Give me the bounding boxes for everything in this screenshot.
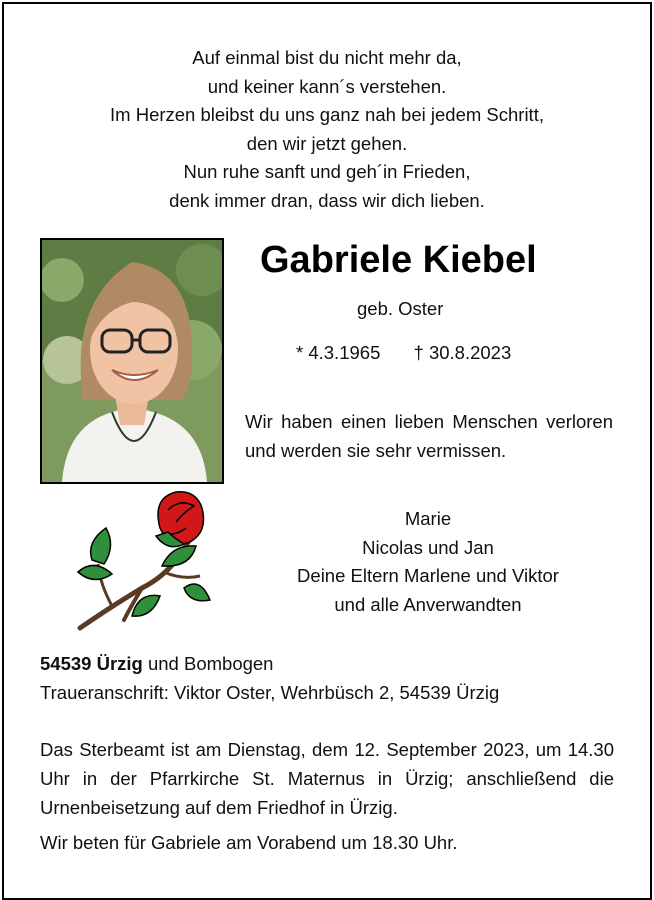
mourner: Deine Eltern Marlene und Viktor xyxy=(297,565,559,586)
mourner: Nicolas und Jan xyxy=(362,536,494,558)
poem-line: Im Herzen bleibst du uns ganz nah bei jedem Schritt, xyxy=(110,104,544,125)
poem-line: und keiner kann´s verstehen. xyxy=(207,75,447,97)
rose-icon xyxy=(72,488,212,636)
rosary-notice: Wir beten für Gabriele am Vorabend um 18.30 Uhr. xyxy=(40,832,458,853)
poem xyxy=(40,44,614,215)
place-line xyxy=(40,653,273,675)
mourner: Marie xyxy=(404,508,452,529)
mourner: und alle Anverwandten xyxy=(334,593,522,615)
life-dates xyxy=(296,342,511,364)
portrait-photo xyxy=(40,238,224,484)
poem-line: Auf einmal bist du nicht mehr da, xyxy=(192,47,462,68)
portrait-illustration xyxy=(42,240,222,482)
farewell-message: Wir haben einen lieben Menschen verloren und werden sie sehr vermissen. xyxy=(245,411,613,461)
mourners-list xyxy=(270,505,586,619)
poem-line: Nun ruhe sanft und geh´in Frieden, xyxy=(183,161,471,182)
poem-line: denk immer dran, dass wir dich lieben. xyxy=(169,189,485,211)
place-bold: 54539 Ürzig xyxy=(40,653,143,674)
birth-date: * 4.3.1965 xyxy=(296,342,381,363)
cross-icon: † xyxy=(413,342,424,363)
poem-line: den wir jetzt gehen. xyxy=(246,132,408,154)
place-rest: und Bombogen xyxy=(142,653,274,674)
deceased-name: Gabriele Kiebel xyxy=(260,239,537,281)
mourning-address: Traueranschrift: Viktor Oster, Wehrbüsch 2, 54539 Ürzig xyxy=(40,682,500,703)
funeral-service: Das Sterbeamt ist am Dienstag, dem 12. September 2023, um 14.30 Uhr in der Pfarrkirche St. Maternus in Ürzig; anschließend die Urnenbeisetzung auf dem Friedhof in Ürzig. xyxy=(40,739,614,818)
maiden-name: geb. Oster xyxy=(357,298,444,319)
death-date: 30.8.2023 xyxy=(428,342,512,363)
